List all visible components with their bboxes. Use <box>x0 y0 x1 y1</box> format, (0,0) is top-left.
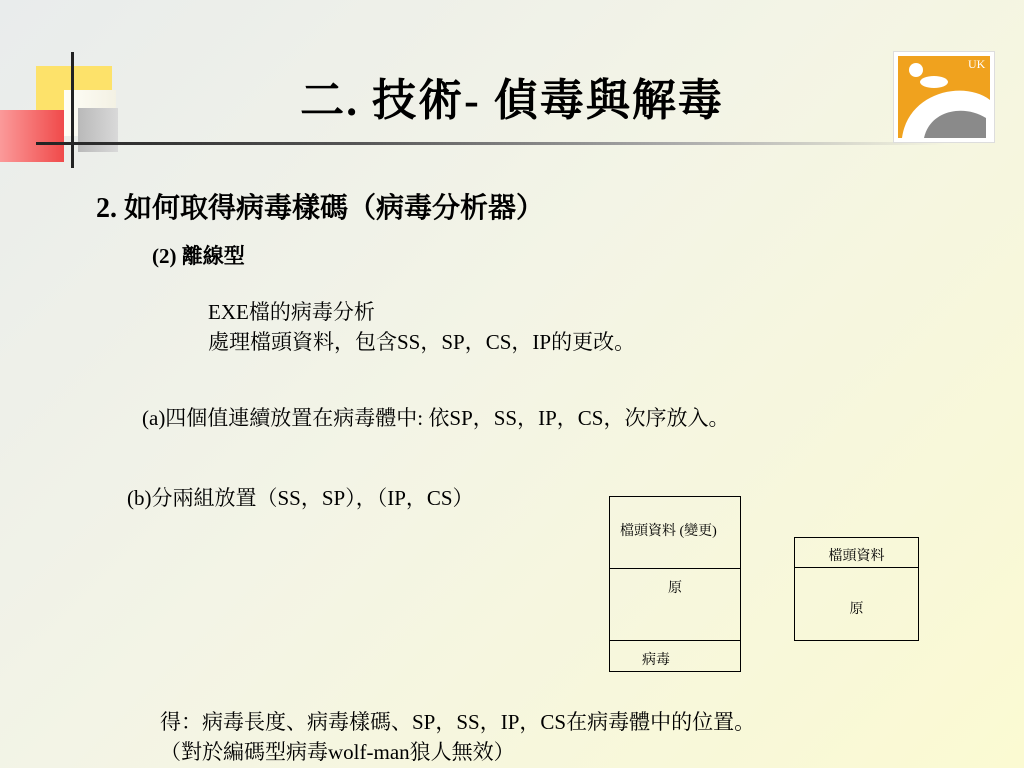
slide-title: 二. 技術- 偵毒與解毒 <box>300 76 724 125</box>
section-heading: 2. 如何取得病毒樣碼（病毒分析器） <box>96 193 545 224</box>
title-underline <box>36 142 946 145</box>
result-line-1: 得：病毒長度、病毒樣碼、SP，SS，IP，CS在病毒體中的位置。 <box>160 710 756 734</box>
result-line-2: （對於編碼型病毒wolf-man狼人無效） <box>160 740 515 764</box>
diagram-right-header: 檔頭資料 <box>795 538 918 568</box>
text-line-header: 處理檔頭資料，包含SS，SP，CS，IP的更改。 <box>208 330 636 354</box>
diagram-left <box>609 496 741 672</box>
diagram-right-middle: 原 <box>849 602 864 617</box>
item-b: (b)分兩組放置（SS，SP），（IP，CS） <box>127 486 474 510</box>
diagram-left-bottom: 病毒 <box>642 653 670 668</box>
item-a: (a)四個值連續放置在病毒體中: 依SP，SS，IP，CS，次序放入。 <box>142 406 730 430</box>
diagram-left-header: 檔頭資料 (變更) <box>610 497 740 569</box>
text-line-exe: EXE檔的病毒分析 <box>208 300 375 324</box>
logo-icon <box>894 52 994 142</box>
diagram-right <box>794 537 919 641</box>
logo-text: UK <box>968 57 986 71</box>
logo <box>893 51 995 143</box>
subsection-heading: (2) 離線型 <box>152 244 245 268</box>
diagram-left-middle: 原 <box>610 569 740 641</box>
